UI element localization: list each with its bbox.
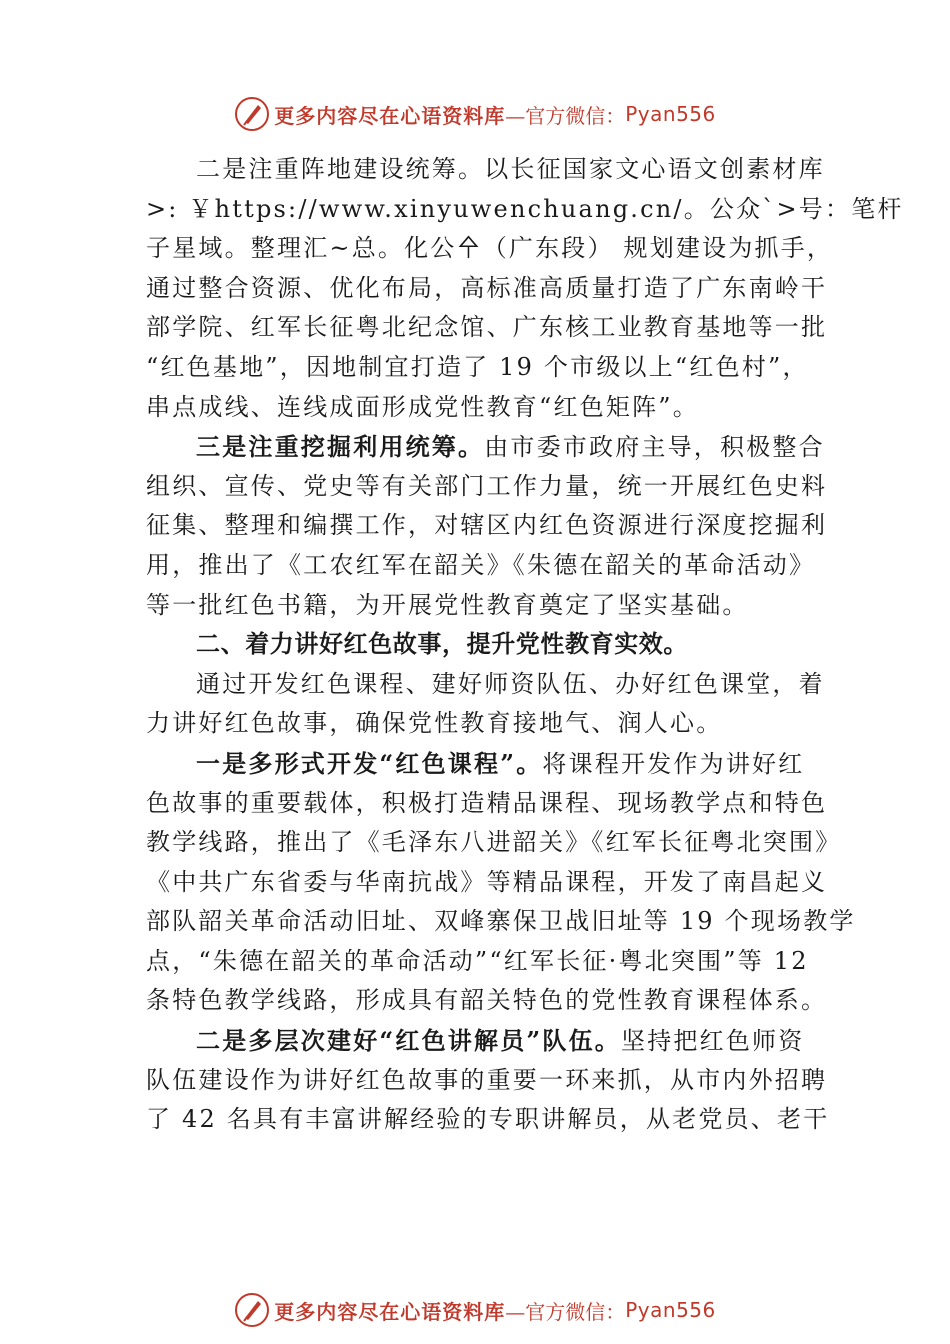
text-run: 将课程开发作为讲好红: [542, 749, 805, 778]
text-run: 《中共广东省委与华南抗战》等精品课程，开发了南昌起义: [146, 867, 828, 896]
text-run: 二是注重阵地建设统筹。以长征国家文心语文创素材库: [196, 155, 825, 183]
text-run: 由市委市政府主导，积极整合: [484, 433, 825, 462]
text-run: >: ￥https://www.xinyuwenchuang.cn/。公众`>号：笔杆: [146, 194, 904, 223]
paragraph: [146, 427, 836, 625]
text-run: 部队韶关革命活动旧址、双峰寨保卫战旧址等 19 个现场教学: [146, 907, 856, 936]
banner-wechat-label: —官方微信：: [505, 1299, 626, 1324]
text-run: 色故事的重要载体，积极打造精品课程、现场教学点和特色: [146, 788, 828, 817]
text-line: [146, 1021, 836, 1061]
text-run: 组织、宣传、党史等有关部门工作力量，统一开展红色史料: [146, 471, 828, 500]
text-line: [146, 942, 836, 982]
text-line: [146, 1100, 836, 1140]
text-line: [146, 427, 836, 467]
banner-wechat-id: Pyan556: [625, 102, 716, 126]
text-run: 通过整合资源、优化布局，高标准高质量打造了广东南岭干: [146, 273, 828, 302]
quill-logo-icon: [234, 96, 270, 132]
text-line: [146, 308, 836, 348]
banner-site-name: 更多内容尽在心语资料库: [274, 1299, 506, 1324]
text-line: [146, 506, 836, 546]
text-line: [146, 586, 836, 626]
quill-logo-icon: [234, 1292, 270, 1328]
text-run: 等一批红色书籍，为开展党性教育奠定了坚实基础。: [146, 590, 749, 619]
text-run: 征集、整理和编撰工作，对辖区内红色资源进行深度挖掘利: [146, 511, 828, 540]
text-line: [146, 348, 836, 388]
text-run: 坚持把红色师资: [621, 1027, 805, 1056]
text-line: [146, 665, 836, 705]
text-run: 用，推出了《工农红军在韶关》《朱德在韶关的革命活动》: [146, 550, 816, 579]
bold-lead-text: 二、着力讲好红色故事，提升党性教育实效。: [196, 630, 688, 659]
text-line: [146, 625, 836, 665]
paragraph: [146, 1021, 836, 1140]
text-run: 点，“朱德在韶关的革命活动”“红军长征·粤北突围”等 12: [146, 946, 809, 975]
footer-watermark-banner: [0, 1290, 950, 1330]
text-line: [146, 981, 836, 1021]
text-run: 了 42 名具有丰富讲解经验的专职讲解员，从老党员、老干: [146, 1105, 830, 1134]
banner-site-name: 更多内容尽在心语资料库: [274, 103, 506, 128]
banner-wechat-id: Pyan556: [625, 1298, 716, 1322]
document-body: [146, 150, 904, 1140]
paragraph: [146, 665, 836, 744]
paragraph: [146, 744, 856, 1021]
text-line: [146, 388, 836, 428]
text-run: 队伍建设作为讲好红色故事的重要一环来抓，从市内外招聘: [146, 1065, 828, 1094]
text-run: 串点成线、连线成面形成党性教育“红色矩阵”。: [146, 392, 699, 421]
text-line: [146, 150, 836, 190]
text-run: “红色基地”，因地制宜打造了 19 个市级以上“红色村”，: [146, 352, 809, 381]
bold-lead-text: 一是多形式开发“红色课程”。: [196, 748, 543, 778]
text-run: 通过开发红色课程、建好师资队伍、办好红色课堂，着: [196, 669, 825, 698]
section-heading: [146, 625, 836, 665]
text-line: [146, 784, 836, 824]
text-line: [146, 190, 904, 230]
bold-lead-text: 三是注重挖掘利用统筹。: [196, 432, 485, 462]
text-line: [146, 546, 836, 586]
text-run: 部学院、红军长征粤北纪念馆、广东核工业教育基地等一批: [146, 313, 828, 342]
text-line: [146, 467, 836, 507]
text-line: [146, 704, 836, 744]
header-watermark-banner: [0, 94, 950, 134]
text-line: [146, 744, 836, 784]
text-run: 力讲好红色故事，确保党性教育接地气、润人心。: [146, 709, 723, 738]
text-line: [146, 823, 842, 863]
text-line: [146, 229, 836, 269]
text-run: 子星域。整理汇~总。化公㐃（广东段） 规划建设为抓手，: [146, 234, 834, 263]
text-line: [146, 902, 856, 942]
text-run: 教学线路，推出了《毛泽东八进韶关》《红军长征粤北突围》: [146, 828, 842, 857]
text-run: 条特色教学线路，形成具有韶关特色的党性教育课程体系。: [146, 986, 828, 1015]
banner-wechat-label: —官方微信：: [505, 103, 626, 128]
paragraph: [146, 150, 904, 427]
bold-lead-text: 二是多层次建好“红色讲解员”队伍。: [196, 1026, 622, 1056]
text-line: [146, 863, 836, 903]
text-line: [146, 1061, 836, 1101]
text-line: [146, 269, 836, 309]
